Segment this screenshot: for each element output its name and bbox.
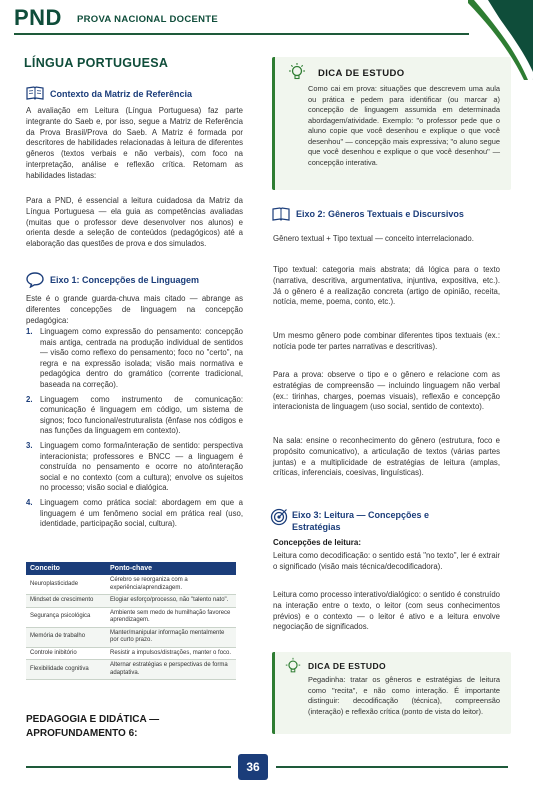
eixo1-intro: Este é o grande guarda-chuva mais citado — abrange as diferentes concepções de linguagem na concepção pedagógica: [26, 294, 243, 325]
study-tip-text: Como cai em prova: situações que descrevem uma aula ou prática e pedem para identificar (ou marcar a) concepção de linguagem assumida em determinada abordagem/atividade. Exemplo: "o professor pede que o aluno copie que você desenhou e explique o que você desenhou" — concepção mais expressiva; "o aluno segue que você desenhou e explique o que você desenhou" — concepção interativa. [308, 84, 500, 167]
list-item: 2. Linguagem como instrumento de comunicação: comunicação é linguagem em código, um sistema de signos; foco funcional/estruturalista (ênfase nos códigos e nas funções da linguagem em contexto). [26, 394, 243, 436]
lightbulb-icon [284, 657, 302, 675]
eixo3-heading: Eixo 3: Leitura — Concepções e Estratégias [292, 510, 430, 532]
lightbulb-icon [287, 62, 307, 82]
page-number: 36 [238, 754, 268, 780]
table-row: Neuroplasticidade Cérebro se reorganiza com a experiência/aprendizagem. [26, 575, 236, 595]
concepcoes-list [26, 327, 243, 534]
eixo2-heading: Eixo 2: Gêneros Textuais e Discursivos [296, 209, 464, 219]
concepts-table [26, 562, 236, 680]
header-subtitle: PROVA NACIONAL DOCENTE [77, 14, 219, 25]
table-row: Controle inibitório Resistir a impulsos/distrações, manter o foco. [26, 647, 236, 660]
study-tip-text: Pegadinha: tratar os gêneros e estratégias de leitura como "recita", e não como interação. É importante distinguir: decodificação (técnica), compreensão (interação) e reflexão crítica (ponto de vista do leitor). [308, 675, 500, 716]
list-item: 3. Linguagem como forma/interação de sentido: perspectiva interacionista; professores e BNCC — a linguagem é construída no pensamento e ocorre no ato/interação social e no contexto (com a cultura); envolve os sujeitos no processo; visão social e dialógica. [26, 440, 243, 493]
contexto-paragraph-1: A avaliação em Leitura (Língua Portuguesa) faz parte integrante do Saeb e, por isso, segue a Matriz de Referência da Prova Brasil/Prova do Saeb. A Matriz é formada por descritores de habilidades relacionadas à leitura de diferentes gêneros (textos verbais e não verbais), com foco na interpretação, análise e reflexão crítica. Retomam as habilidades listadas: [26, 106, 243, 180]
table-header: Conceito [26, 562, 106, 575]
next-section-title: PEDAGOGIA E DIDÁTICA — APROFUNDAMENTO 6: [26, 714, 160, 739]
eixo2-paragraph-1: Gênero textual + Tipo textual — conceito interrelacionado. [273, 234, 474, 243]
eixo3-subheading: Concepções de leitura: [273, 538, 362, 547]
eixo1-heading: Eixo 1: Concepções de Linguagem [50, 275, 200, 285]
eixo2-paragraph-5: Na sala: ensine o reconhecimento do gênero (estrutura, foco e propósito comunicativo), a articulação de textos (várias partes juntas) e a multiplicidade de estratégias de leitura (amplas, críticas, inferenciais, coesivas, linguísticas). [273, 436, 500, 478]
target-icon [270, 508, 288, 526]
brand-logo: PND [14, 5, 62, 30]
table-row: Flexibilidade cognitiva Alternar estratégias e perspectivas de forma adaptativa. [26, 660, 236, 680]
eixo3-paragraph-1: Leitura como decodificação: o sentido está "no texto", ler é extrair o significado (visão mais técnica/decodificadora). [273, 551, 500, 571]
footer-rule-right [276, 766, 508, 768]
list-item: 1. Linguagem como expressão do pensamento: concepção mais antiga, centrada na produção individual de sentidos — visão como reflexo do pensamento; foco no "certo", na regra e na expressão isolada; visão mais normativa e pedagógica dentro do gramático (corrente tradicional, baseada na correção). [26, 327, 243, 389]
study-tip-title: DICA DE ESTUDO [318, 68, 405, 79]
table-header: Ponto-chave [106, 562, 236, 575]
section-title: LÍNGUA PORTUGUESA [24, 56, 169, 70]
table-row: Segurança psicológica Ambiente sem medo de humilhação favorece aprendizagem. [26, 607, 236, 627]
table-row: Mindset de crescimento Elogiar esforço/processo, não "talento nato". [26, 595, 236, 608]
speech-bubble-icon [26, 272, 44, 288]
list-item: 4. Linguagem como prática social: abordagem em que a linguagem é um fenômeno social em prática real (uso, identidade, participação social, cultura). [26, 497, 243, 529]
eixo2-paragraph-3: Um mesmo gênero pode combinar diferentes tipos textuais (ex.: notícia pode ter partes narrativas e descritivas). [273, 331, 500, 351]
open-book-icon [272, 207, 290, 221]
header-rule [14, 33, 469, 35]
eixo2-paragraph-2: Tipo textual: categoria mais abstrata; dá lógica para o texto (narrativa, descritiva, argumentativa, injuntiva, expositiva, etc.). Já o gênero é a realização concreta (artigo de opinião, receita, notícia, meme, poema, conto, etc.). [273, 265, 500, 307]
study-tip-title: DICA DE ESTUDO [308, 661, 387, 671]
book-icon [26, 86, 44, 100]
eixo2-paragraph-4: Para a prova: observe o tipo e o gênero e relacione com as estratégias de compreensão — incluindo linguagem não verbal (ex.: tirinhas, charges, poemas visuais), reflexão e concepção interacionista de linguagem (uso social, sentido de contexto). [273, 370, 500, 412]
contexto-heading: Contexto da Matriz de Referência [50, 89, 193, 99]
contexto-paragraph-2: Para a PND, é essencial a leitura cuidadosa da Matriz da Língua Portuguesa — ela guia as competências avaliadas (muitas que o professor deve desenvolver nos alunos) e orienta desde a seleção de conteúdos (pedagógicos) até a elaboração das questões de prova e dos simulados. [26, 196, 243, 248]
eixo3-paragraph-2: Leitura como processo interativo/dialógico: o sentido é construído na interação entre o texto, o leitor (com seus conhecimentos prévios) e o contexto — o leitor é ativo e a leitura envolve negociação de significados. [273, 590, 500, 632]
table-row: Memória de trabalho Manter/manipular informação mentalmente por curto prazo. [26, 627, 236, 647]
footer-rule-left [26, 766, 231, 768]
